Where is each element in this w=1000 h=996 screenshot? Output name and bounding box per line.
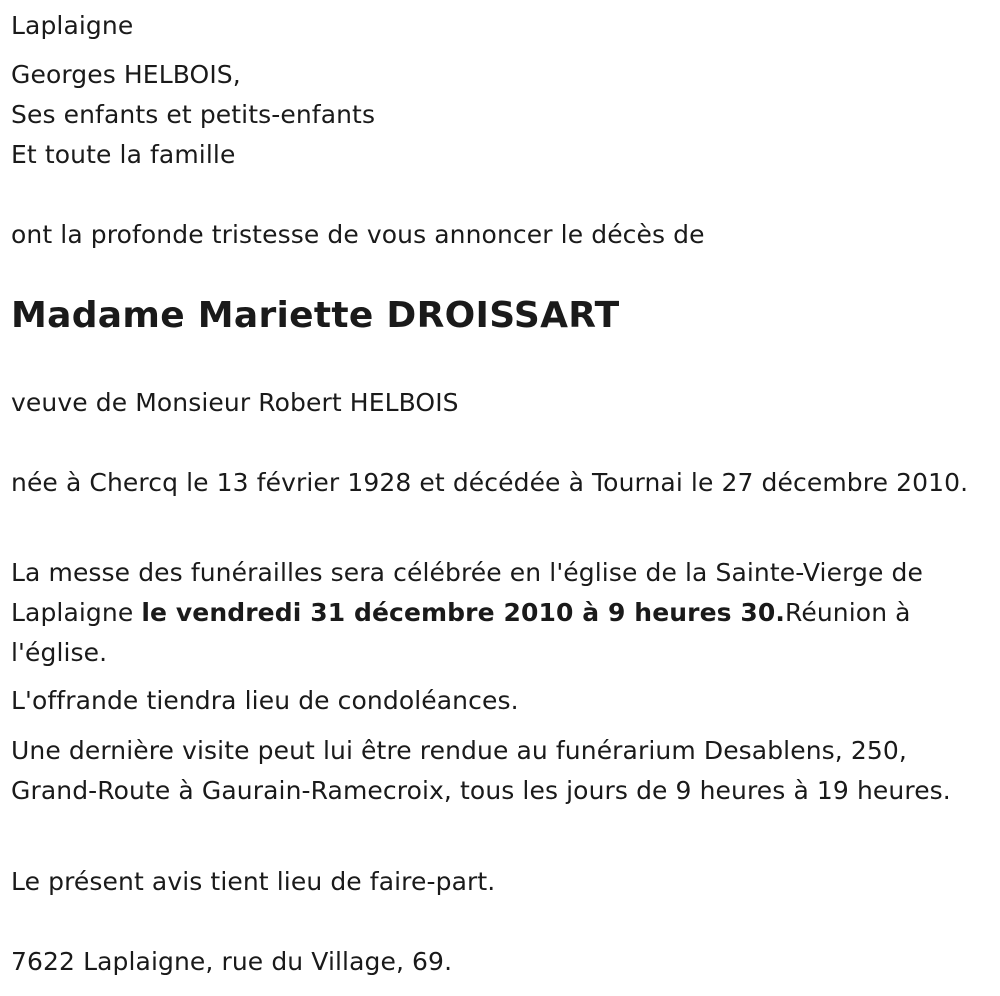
family-line-2: Ses enfants et petits-enfants: [11, 100, 376, 129]
family-line-1: Georges HELBOIS,: [11, 60, 241, 89]
offering-text: L'offrande tiendra lieu de condoléances.: [11, 686, 519, 715]
deceased-name: Madame Mariette DROISSART: [11, 295, 620, 336]
funeral-date-time: le vendredi 31 décembre 2010 à 9 heures 30.: [141, 598, 786, 627]
funeral-paragraph: [11, 553, 971, 673]
faire-part-text: Le présent avis tient lieu de faire-part.: [11, 867, 496, 896]
funeral-after: Réunion à l'église.: [11, 598, 911, 667]
announcement-text: ont la profonde tristesse de vous annoncer le décès de: [11, 220, 705, 249]
address-text: 7622 Laplaigne, rue du Village, 69.: [11, 947, 453, 976]
funeral-intro: La messe des funérailles sera célébrée en l'église de la Sainte-Vierge de Laplaigne: [11, 558, 923, 627]
place-header: Laplaigne: [11, 11, 134, 40]
widow-of-text: veuve de Monsieur Robert HELBOIS: [11, 388, 459, 417]
birth-death-text: née à Chercq le 13 février 1928 et décédée à Tournai le 27 décembre 2010.: [11, 468, 969, 497]
visit-text: Une dernière visite peut lui être rendue au funérarium Desablens, 250, Grand-Route à Gaurain-Ramecroix, tous les jours de 9 heures à 19 heures.: [11, 736, 951, 805]
family-line-3: Et toute la famille: [11, 140, 236, 169]
